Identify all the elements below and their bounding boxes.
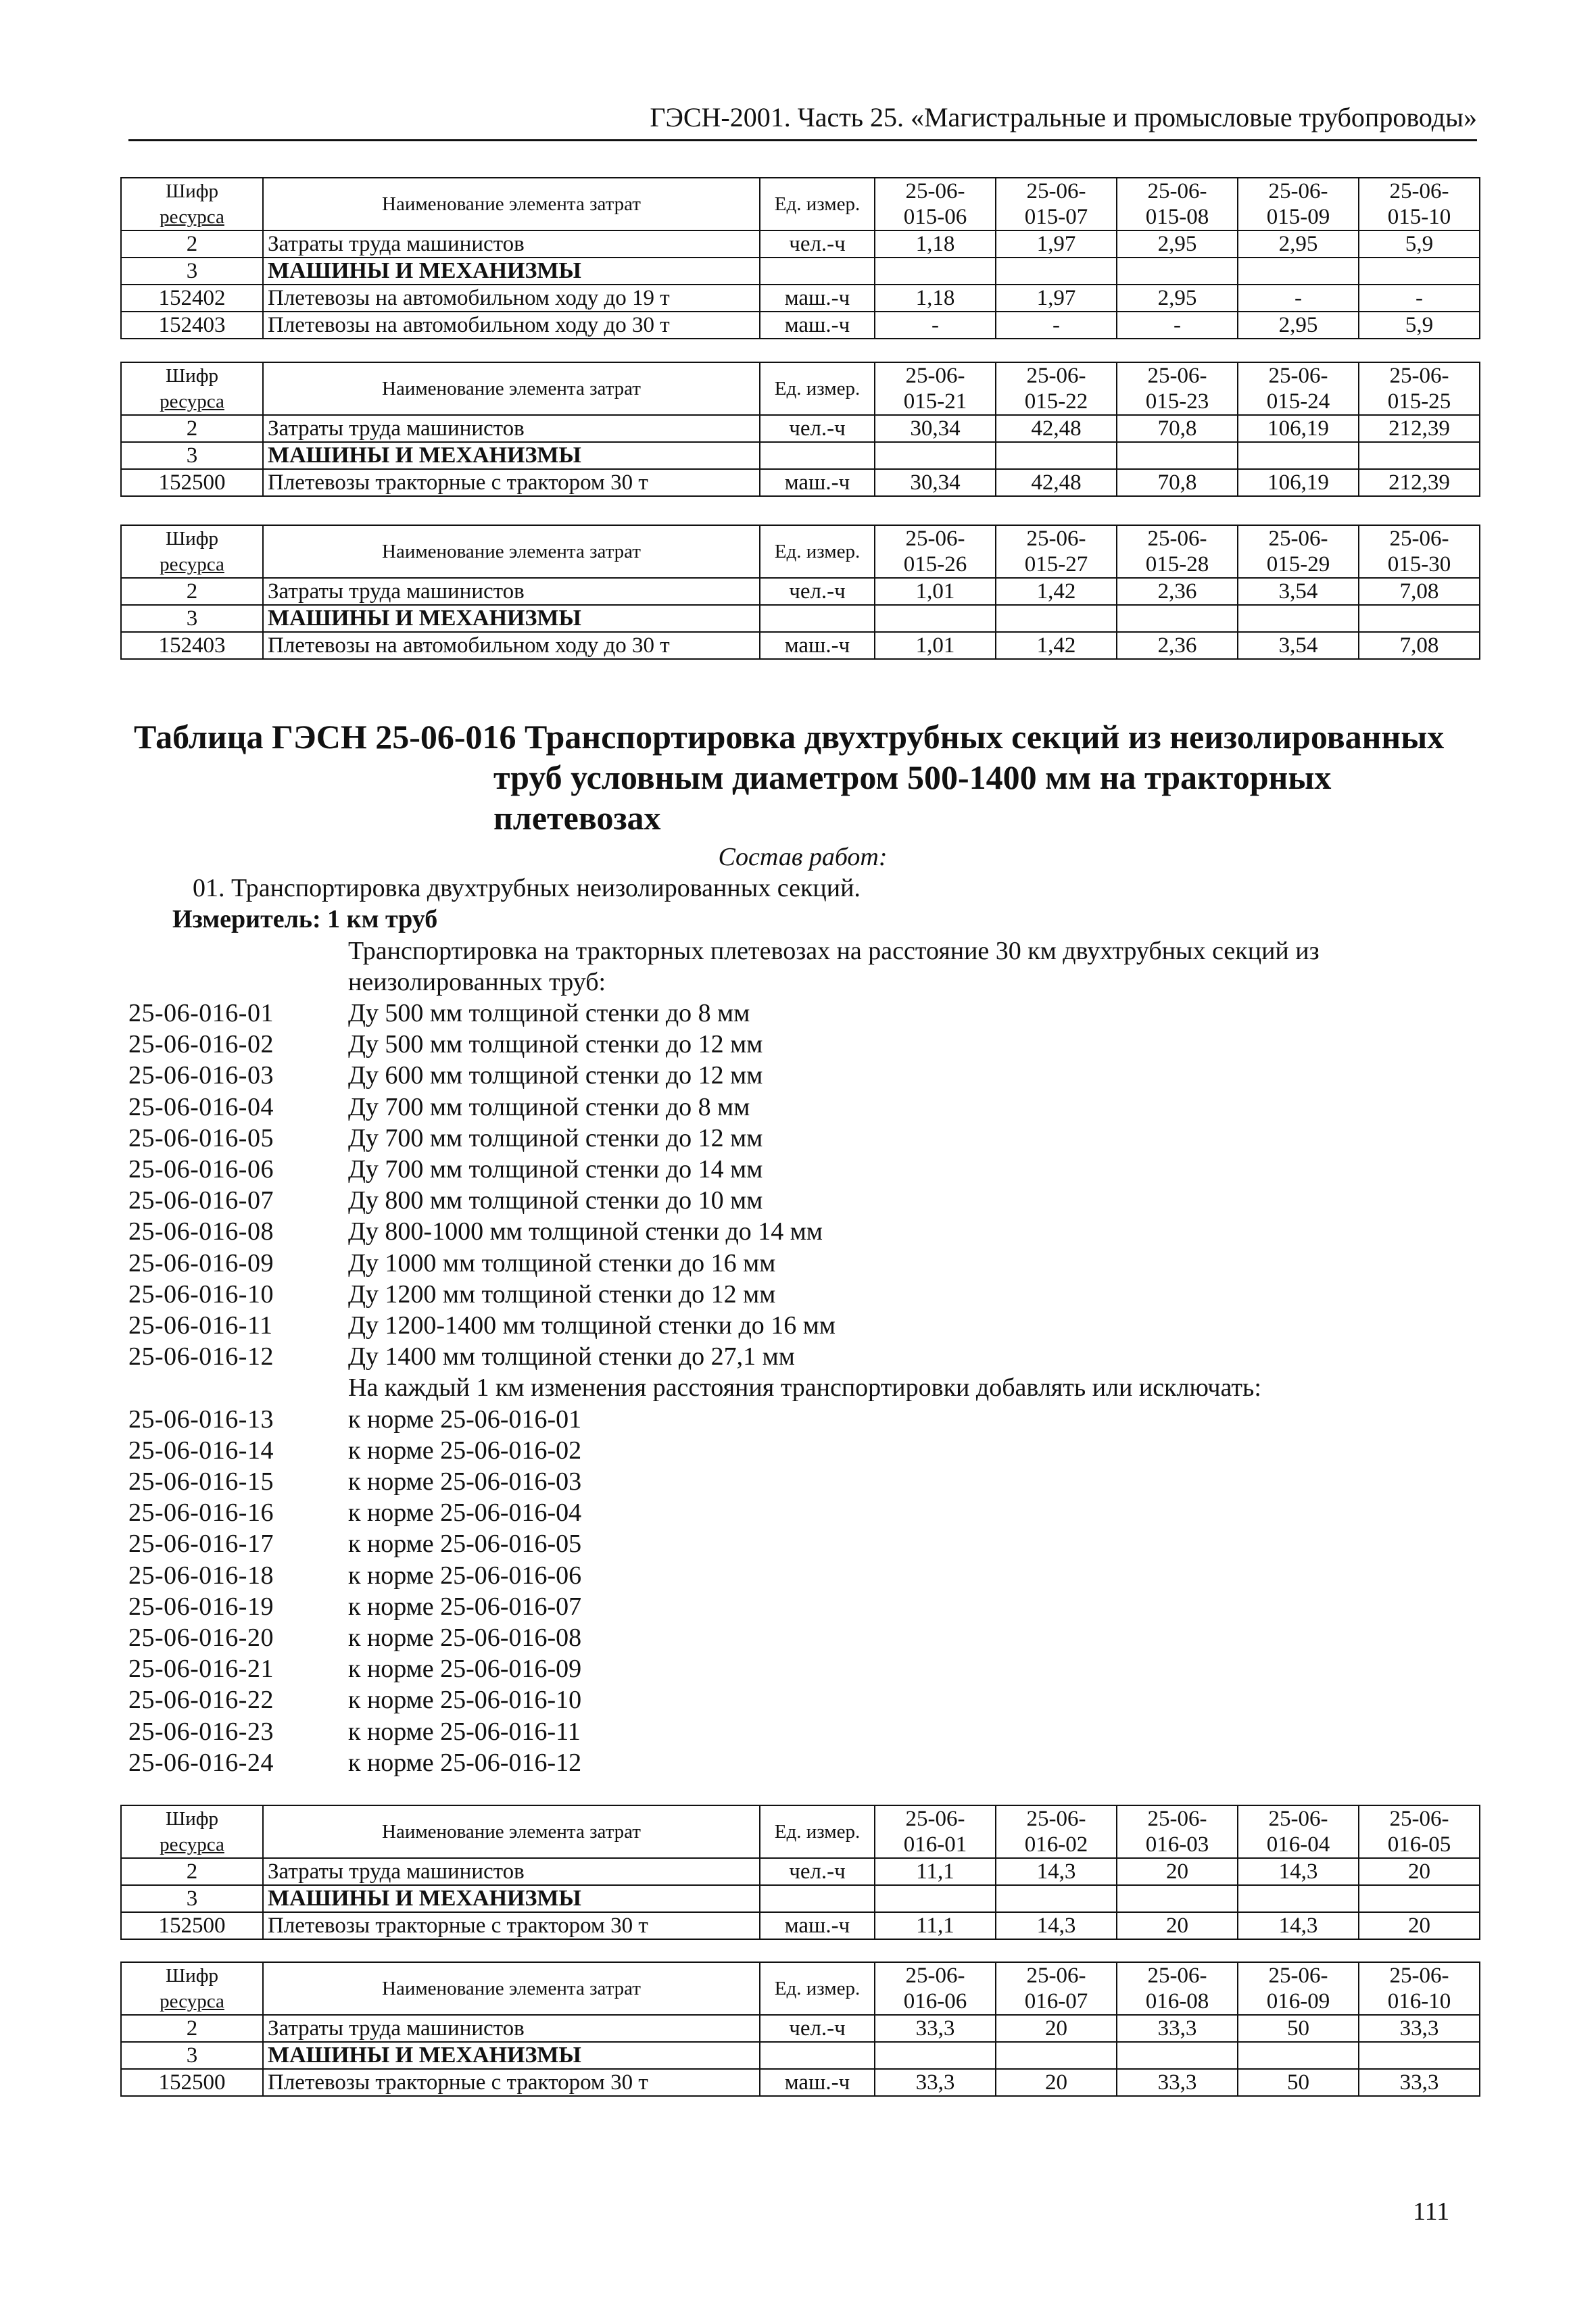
resource-value: 33,3 (1117, 2069, 1238, 2096)
norm-code: 25-06-016-05 (128, 1123, 274, 1152)
norm-code-header: 25-06- 015-06 (875, 178, 996, 230)
norm-code-header: 25-06- 015-08 (1117, 178, 1238, 230)
norm-text: к норме 25-06-016-01 (348, 1405, 582, 1434)
norm-code-header: 25-06- 016-04 (1238, 1805, 1359, 1858)
name-header: Наименование элемента затрат (263, 178, 760, 230)
resource-value: 50 (1238, 2015, 1359, 2042)
header-row (121, 1962, 1480, 2015)
norm-code-header: 25-06- 016-05 (1359, 1805, 1480, 1858)
title-line: труб условным диаметром 500-1400 мм на тракторных (493, 758, 1332, 796)
resource-code: 2 (121, 578, 263, 605)
norm-code: 25-06-016-01 (128, 999, 274, 1028)
section-code: 3 (121, 1885, 263, 1912)
resource-value: 1,01 (875, 632, 996, 659)
resource-value: 1,18 (875, 230, 996, 258)
norm-row (128, 1684, 1477, 1715)
section-name: МАШИНЫ И МЕХАНИЗМЫ (263, 442, 760, 469)
norm-row (128, 1279, 1477, 1310)
resource-code: 2 (121, 2015, 263, 2042)
norm-code: 25-06-016-22 (128, 1686, 274, 1715)
norm-code: 25-06-016-02 (128, 1030, 274, 1059)
resource-code: 152500 (121, 1912, 263, 1939)
resource-code: 2 (121, 1858, 263, 1885)
unit-header: Ед. измер. (760, 1805, 875, 1858)
resource-value: 1,97 (996, 230, 1117, 258)
norm-text: Ду 800-1000 мм толщиной стенки до 14 мм (348, 1217, 823, 1246)
norm-code-header: 25-06- 015-25 (1359, 362, 1480, 415)
resource-value: 3,54 (1238, 632, 1359, 659)
section-row (121, 258, 1480, 285)
norm-code: 25-06-016-03 (128, 1061, 274, 1090)
resource-value: 1,97 (996, 285, 1117, 312)
resource-value: 42,48 (996, 469, 1117, 496)
intro-text: неизолированных труб: (348, 967, 606, 996)
section-code: 3 (121, 258, 263, 285)
norm-code-header: 25-06- 016-10 (1359, 1962, 1480, 2015)
norm-row (128, 1528, 1477, 1559)
norm-code-header: 25-06- 016-02 (996, 1805, 1117, 1858)
name-header: Наименование элемента затрат (263, 1805, 760, 1858)
resource-value: 2,36 (1117, 578, 1238, 605)
norm-row (128, 1716, 1477, 1747)
norm-row (128, 1029, 1477, 1060)
labor-row (121, 230, 1480, 258)
norm-text: к норме 25-06-016-11 (348, 1717, 581, 1746)
section-name: МАШИНЫ И МЕХАНИЗМЫ (263, 1885, 760, 1912)
name-header: Наименование элемента затрат (263, 1962, 760, 2015)
resource-name: Плетевозы на автомобильном ходу до 30 т (263, 312, 760, 339)
norm-code: 25-06-016-16 (128, 1498, 274, 1528)
norm-table (120, 362, 1480, 497)
resource-unit: маш.-ч (760, 469, 875, 496)
norm-row (128, 1466, 1477, 1497)
resource-value: 33,3 (1359, 2015, 1480, 2042)
code-header: Шифр ресурса (121, 525, 263, 578)
norm-text: к норме 25-06-016-05 (348, 1530, 582, 1559)
resource-value: 1,42 (996, 578, 1117, 605)
resource-value: 70,8 (1117, 469, 1238, 496)
norm-text: к норме 25-06-016-02 (348, 1436, 582, 1465)
resource-value: 106,19 (1238, 469, 1359, 496)
section-row (121, 1885, 1480, 1912)
norm-code: 25-06-016-10 (128, 1280, 274, 1309)
resource-value: 33,3 (1359, 2069, 1480, 2096)
section-row (121, 2042, 1480, 2069)
resource-code: 152500 (121, 2069, 263, 2096)
norm-row (128, 1092, 1477, 1123)
resource-name: Плетевозы тракторные с трактором 30 т (263, 1912, 760, 1939)
norm-code-header: 25-06- 016-09 (1238, 1962, 1359, 2015)
norm-row (128, 1060, 1477, 1091)
norm-code: 25-06-016-14 (128, 1436, 274, 1465)
resource-value: 2,95 (1238, 312, 1359, 339)
resource-unit: маш.-ч (760, 2069, 875, 2096)
norm-code-header: 25-06- 016-03 (1117, 1805, 1238, 1858)
norm-description (128, 842, 1477, 1778)
resource-value: 5,9 (1359, 230, 1480, 258)
norm-code: 25-06-016-24 (128, 1748, 274, 1777)
norm-text: Ду 1200 мм толщиной стенки до 12 мм (348, 1280, 776, 1309)
norm-row (128, 998, 1477, 1029)
resource-value: 42,48 (996, 415, 1117, 442)
norm-code-header: 25-06- 015-27 (996, 525, 1117, 578)
section-row (121, 442, 1480, 469)
resource-name: Затраты труда машинистов (263, 1858, 760, 1885)
norm-code: 25-06-016-23 (128, 1717, 274, 1746)
resource-unit: маш.-ч (760, 285, 875, 312)
unit-header: Ед. измер. (760, 525, 875, 578)
resource-unit: маш.-ч (760, 1912, 875, 1939)
resource-row (121, 469, 1480, 496)
norm-text: к норме 25-06-016-10 (348, 1686, 582, 1715)
resource-value: 20 (996, 2015, 1117, 2042)
resource-name: Затраты труда машинистов (263, 415, 760, 442)
header-row (121, 362, 1480, 415)
resource-value: 1,18 (875, 285, 996, 312)
resource-value: 33,3 (875, 2015, 996, 2042)
resource-value: 1,42 (996, 632, 1117, 659)
norm-text: Ду 700 мм толщиной стенки до 14 мм (348, 1155, 763, 1184)
norm-table (120, 1805, 1480, 1940)
measure-unit: Измеритель: 1 км труб (172, 905, 438, 934)
code-header: Шифр ресурса (121, 1805, 263, 1858)
norm-text: к норме 25-06-016-08 (348, 1624, 582, 1653)
norm-code-header: 25-06- 015-21 (875, 362, 996, 415)
resource-value: 2,95 (1238, 230, 1359, 258)
resource-code: 152403 (121, 632, 263, 659)
norm-code: 25-06-016-08 (128, 1217, 274, 1246)
norm-text: Ду 1000 мм толщиной стенки до 16 мм (348, 1248, 776, 1277)
resource-row (121, 2069, 1480, 2096)
unit-header: Ед. измер. (760, 1962, 875, 2015)
resource-unit: маш.-ч (760, 632, 875, 659)
header-row (121, 1805, 1480, 1858)
norm-code-header: 25-06- 015-09 (1238, 178, 1359, 230)
add-heading: На каждый 1 км изменения расстояния транспортировки добавлять или исключать: (348, 1373, 1261, 1403)
resource-value: 30,34 (875, 415, 996, 442)
resource-value: 1,01 (875, 578, 996, 605)
resource-value: 20 (1359, 1858, 1480, 1885)
resource-row (121, 632, 1480, 659)
norm-row (128, 1560, 1477, 1591)
resource-value: 33,3 (875, 2069, 996, 2096)
norm-text: к норме 25-06-016-07 (348, 1592, 582, 1621)
labor-row (121, 578, 1480, 605)
norm-row (128, 1747, 1477, 1778)
norm-code: 25-06-016-20 (128, 1624, 274, 1653)
add-norm-list (128, 1404, 1477, 1778)
resource-value: - (996, 312, 1117, 339)
resource-unit: чел.-ч (760, 578, 875, 605)
resource-value: 30,34 (875, 469, 996, 496)
norm-code-header: 25-06- 016-06 (875, 1962, 996, 2015)
resource-value: 2,95 (1117, 230, 1238, 258)
norm-code: 25-06-016-15 (128, 1467, 274, 1496)
norm-code: 25-06-016-09 (128, 1248, 274, 1277)
resource-value: - (1117, 312, 1238, 339)
resource-unit: чел.-ч (760, 415, 875, 442)
labor-row (121, 2015, 1480, 2042)
resource-name: Затраты труда машинистов (263, 2015, 760, 2042)
resource-value: 5,9 (1359, 312, 1480, 339)
resource-value: 14,3 (996, 1858, 1117, 1885)
norm-text: к норме 25-06-016-04 (348, 1498, 582, 1528)
resource-value: 7,08 (1359, 632, 1480, 659)
resource-unit: чел.-ч (760, 2015, 875, 2042)
norm-code: 25-06-016-12 (128, 1342, 274, 1371)
section-code: 3 (121, 442, 263, 469)
norm-text: Ду 600 мм толщиной стенки до 12 мм (348, 1061, 763, 1090)
norm-table (120, 1961, 1480, 2097)
composition-heading: Состав работ: (718, 843, 888, 871)
norm-code: 25-06-016-21 (128, 1655, 274, 1684)
resource-name: Плетевозы на автомобильном ходу до 30 т (263, 632, 760, 659)
resource-value: 50 (1238, 2069, 1359, 2096)
resource-value: 20 (1359, 1912, 1480, 1939)
name-header: Наименование элемента затрат (263, 525, 760, 578)
resource-value: 14,3 (1238, 1858, 1359, 1885)
norm-code: 25-06-016-11 (128, 1311, 273, 1340)
norm-code-header: 25-06- 016-07 (996, 1962, 1117, 2015)
resource-code: 2 (121, 415, 263, 442)
norm-row (128, 1123, 1477, 1154)
code-header: Шифр ресурса (121, 1962, 263, 2015)
resource-unit: чел.-ч (760, 1858, 875, 1885)
norm-row (128, 1248, 1477, 1279)
resource-unit: маш.-ч (760, 312, 875, 339)
labor-row (121, 415, 1480, 442)
norm-table (120, 177, 1480, 339)
code-header: Шифр ресурса (121, 362, 263, 415)
norm-code-header: 25-06- 015-26 (875, 525, 996, 578)
resource-value: 7,08 (1359, 578, 1480, 605)
resource-row (121, 312, 1480, 339)
resource-value: - (875, 312, 996, 339)
unit-header: Ед. измер. (760, 362, 875, 415)
resource-value: - (1238, 285, 1359, 312)
norm-code-header: 25-06- 015-23 (1117, 362, 1238, 415)
page-number: 111 (1413, 2197, 1450, 2226)
norm-code: 25-06-016-04 (128, 1092, 274, 1121)
work-item: 01. Транспортировка двухтрубных неизолированных секций. (193, 874, 861, 903)
norm-code-header: 25-06- 015-30 (1359, 525, 1480, 578)
resource-code: 152403 (121, 312, 263, 339)
norm-code: 25-06-016-18 (128, 1561, 274, 1590)
norm-table (120, 525, 1480, 660)
resource-value: 14,3 (996, 1912, 1117, 1939)
norm-code-header: 25-06- 016-08 (1117, 1962, 1238, 2015)
norm-code-header: 25-06- 015-29 (1238, 525, 1359, 578)
norm-code-header: 25-06- 015-22 (996, 362, 1117, 415)
title-line: Таблица ГЭСН 25-06-016 Транспортировка двухтрубных секций из неизолированных (134, 718, 1445, 756)
norm-text: Ду 1400 мм толщиной стенки до 27,1 мм (348, 1342, 795, 1371)
table-title (128, 716, 1477, 838)
resource-value: 2,36 (1117, 632, 1238, 659)
norm-row (128, 1591, 1477, 1622)
header-row (121, 525, 1480, 578)
title-line: плетевозах (493, 799, 661, 837)
resource-code: 152500 (121, 469, 263, 496)
norm-row (128, 1216, 1477, 1247)
resource-unit: чел.-ч (760, 230, 875, 258)
norm-text: Ду 500 мм толщиной стенки до 8 мм (348, 999, 750, 1028)
resource-value: 70,8 (1117, 415, 1238, 442)
norm-row (128, 1435, 1477, 1466)
norm-code: 25-06-016-07 (128, 1186, 274, 1215)
resource-value: 212,39 (1359, 415, 1480, 442)
labor-row (121, 1858, 1480, 1885)
resource-value: 20 (1117, 1858, 1238, 1885)
norm-code: 25-06-016-06 (128, 1155, 274, 1184)
norm-code-header: 25-06- 016-01 (875, 1805, 996, 1858)
header-row (121, 178, 1480, 230)
resource-row (121, 1912, 1480, 1939)
norm-text: Ду 800 мм толщиной стенки до 10 мм (348, 1186, 763, 1215)
norm-text: к норме 25-06-016-03 (348, 1467, 582, 1496)
norm-code: 25-06-016-17 (128, 1530, 274, 1559)
name-header: Наименование элемента затрат (263, 362, 760, 415)
section-name: МАШИНЫ И МЕХАНИЗМЫ (263, 605, 760, 632)
resource-name: Затраты труда машинистов (263, 230, 760, 258)
resource-value: 11,1 (875, 1858, 996, 1885)
resource-value: 11,1 (875, 1912, 996, 1939)
norm-text: к норме 25-06-016-06 (348, 1561, 582, 1590)
resource-value: 14,3 (1238, 1912, 1359, 1939)
norm-code-header: 25-06- 015-10 (1359, 178, 1480, 230)
resource-value: 20 (996, 2069, 1117, 2096)
unit-header: Ед. измер. (760, 178, 875, 230)
section-code: 3 (121, 605, 263, 632)
resource-value: 3,54 (1238, 578, 1359, 605)
norm-text: Ду 700 мм толщиной стенки до 8 мм (348, 1092, 750, 1121)
norm-row (128, 1497, 1477, 1528)
resource-value: - (1359, 285, 1480, 312)
resource-code: 2 (121, 230, 263, 258)
norm-row (128, 1622, 1477, 1653)
norm-row (128, 1154, 1477, 1185)
norm-row (128, 1310, 1477, 1341)
resource-name: Плетевозы тракторные с трактором 30 т (263, 469, 760, 496)
resource-name: Затраты труда машинистов (263, 578, 760, 605)
norm-row (128, 1185, 1477, 1216)
resource-value: 33,3 (1117, 2015, 1238, 2042)
norm-code: 25-06-016-19 (128, 1592, 274, 1621)
norm-text: Ду 500 мм толщиной стенки до 12 мм (348, 1030, 763, 1059)
resource-value: 106,19 (1238, 415, 1359, 442)
section-code: 3 (121, 2042, 263, 2069)
resource-value: 20 (1117, 1912, 1238, 1939)
section-name: МАШИНЫ И МЕХАНИЗМЫ (263, 258, 760, 285)
resource-name: Плетевозы на автомобильном ходу до 19 т (263, 285, 760, 312)
resource-row (121, 285, 1480, 312)
norm-row (128, 1653, 1477, 1684)
norm-code-header: 25-06- 015-28 (1117, 525, 1238, 578)
norm-text: к норме 25-06-016-09 (348, 1655, 582, 1684)
norm-text: к норме 25-06-016-12 (348, 1748, 582, 1777)
code-header: Шифр ресурса (121, 178, 263, 230)
section-row (121, 605, 1480, 632)
running-header: ГЭСН-2001. Часть 25. «Магистральные и промысловые трубопроводы» (128, 100, 1477, 141)
resource-name: Плетевозы тракторные с трактором 30 т (263, 2069, 760, 2096)
norm-row (128, 1404, 1477, 1435)
resource-value: 2,95 (1117, 285, 1238, 312)
norm-list (128, 998, 1477, 1372)
norm-code: 25-06-016-13 (128, 1405, 274, 1434)
norm-code-header: 25-06- 015-24 (1238, 362, 1359, 415)
resource-value: 212,39 (1359, 469, 1480, 496)
norm-text: Ду 700 мм толщиной стенки до 12 мм (348, 1123, 763, 1152)
resource-code: 152402 (121, 285, 263, 312)
norm-code-header: 25-06- 015-07 (996, 178, 1117, 230)
section-name: МАШИНЫ И МЕХАНИЗМЫ (263, 2042, 760, 2069)
intro-text: Транспортировка на тракторных плетевозах на расстояние 30 км двухтрубных секций из (348, 936, 1320, 965)
norm-text: Ду 1200-1400 мм толщиной стенки до 16 мм (348, 1311, 836, 1340)
norm-row (128, 1341, 1477, 1372)
